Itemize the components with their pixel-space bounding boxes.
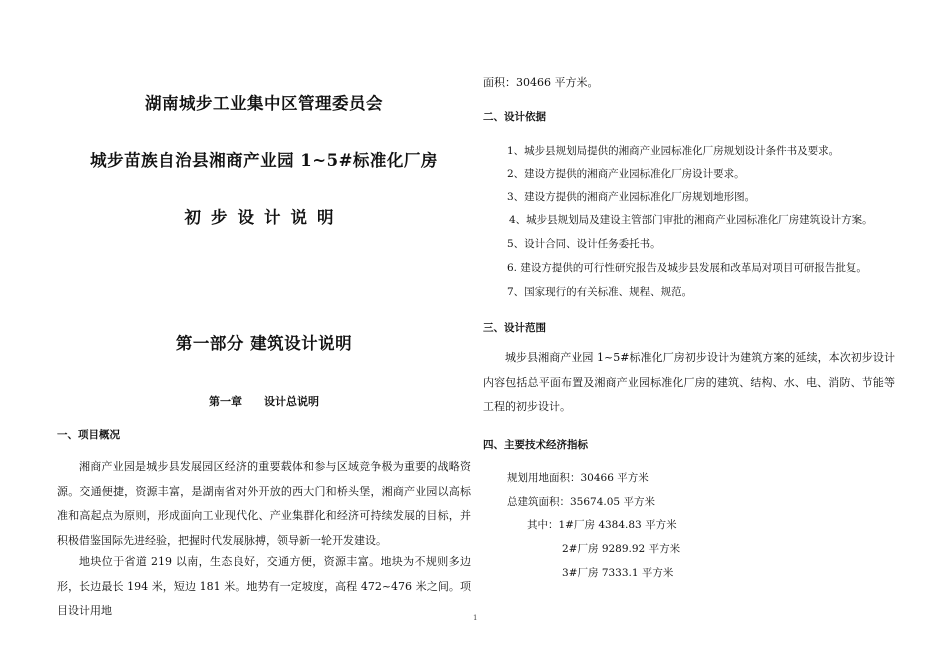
indicator-item: 3#厂房 7333.1 平方米: [562, 567, 674, 579]
document-title: 初步设计说明: [184, 208, 344, 227]
continued-text: 面积：30466 平方米。: [483, 76, 599, 89]
part-heading: 第一部分 建筑设计说明: [175, 334, 353, 353]
basis-item: 4、城步县规划局及建设主管部门审批的湘商产业园标准化厂房建筑设计方案。: [509, 214, 873, 226]
basis-item: 7、国家现行的有关标准、规程、规范。: [507, 286, 693, 298]
section-heading-overview: 一、项目概况: [57, 429, 120, 441]
section-heading-design-basis: 二、设计依据: [483, 111, 546, 123]
project-title: 城步苗族自治县湘商产业园 1~5#标准化厂房: [90, 151, 438, 170]
basis-item: 5、设计合同、设计任务委托书。: [507, 238, 661, 250]
page-number: 1: [473, 614, 478, 622]
basis-item: 2、建设方提供的湘商产业园标准化厂房设计要求。: [507, 168, 745, 180]
overview-paragraph-1: 湘商产业园是城步县发展园区经济的重要载体和参与区域竞争极为重要的战略资源。交通便捷，资源丰富，是湖南省对外开放的西大门和桥头堡，湘商产业园以高标准和高起点为原则，形成面向工业现代化、产业集群化和经济可持续发展的目标，并积极借鉴国际先进经验，把握时代发展脉搏，领导新一轮开发建设。: [57, 460, 471, 547]
indicator-item: 总建筑面积：35674.05 平方米: [507, 496, 655, 508]
overview-paragraph-2: 地块位于省道 219 以南，生态良好，交通方便，资源丰富。地块为不规则多边形，长边最长 194 米，短边 181 米。地势有一定坡度，高程 472~476 米之间。项目设计用地: [57, 555, 471, 617]
chapter-heading: 第一章 设计总说明: [209, 395, 319, 408]
scope-paragraph: 城步县湘商产业园 1~5#标准化厂房初步设计为建筑方案的延续，本次初步设计内容包括总平面布置及湘商产业园标准化厂房的建筑、结构、水、电、消防、节能等工程的初步设计。: [483, 351, 895, 413]
basis-item: 3、建设方提供的湘商产业园标准化厂房规划地形图。: [507, 191, 756, 203]
basis-item: 1、城步县规划局提供的湘商产业园标准化厂房规划设计条件书及要求。: [507, 145, 840, 157]
indicator-item: 2#厂房 9289.92 平方米: [562, 543, 681, 555]
organization-title: 湖南城步工业集中区管理委员会: [145, 94, 383, 113]
section-heading-indicators: 四、主要技术经济指标: [483, 439, 588, 451]
indicator-item: 其中：1#厂房 4384.83 平方米: [527, 519, 677, 531]
basis-item: 6. 建设方提供的可行性研究报告及城步县发展和改革局对项目可研报告批复。: [507, 262, 867, 274]
indicator-item: 规划用地面积：30466 平方米: [507, 472, 649, 484]
section-heading-design-scope: 三、设计范围: [483, 322, 546, 334]
